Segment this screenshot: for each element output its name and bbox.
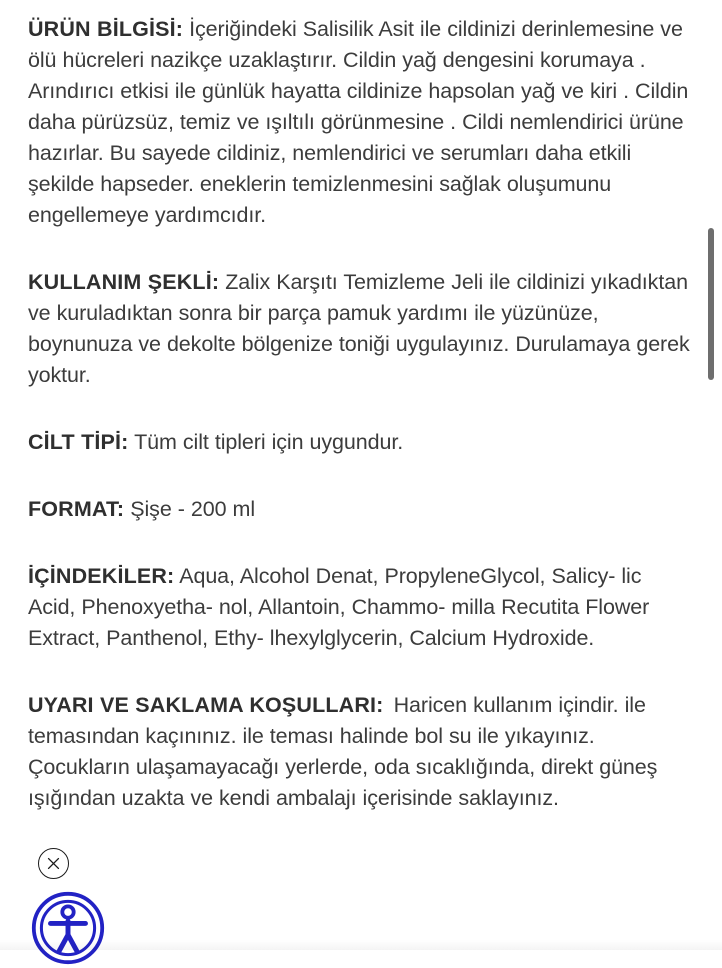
section-label-format: FORMAT: bbox=[28, 497, 125, 521]
section-cilt-tipi bbox=[28, 427, 690, 458]
section-urun-bilgisi bbox=[28, 14, 690, 231]
section-label-urun-bilgisi: ÜRÜN BİLGİSİ: bbox=[28, 17, 184, 41]
section-icindekiler bbox=[28, 561, 690, 654]
section-body-icindekiler: Aqua, Alcohol Denat, PropyleneGlycol, Salicy- lic Acid, Phenoxyetha- nol, Allantoin, Chammo- milla Recutita Flower Extract, Panthenol, Ethy- lhexylglycerin, Calcium Hydroxide. bbox=[28, 564, 650, 650]
close-icon[interactable] bbox=[38, 848, 69, 879]
section-label-icindekiler: İÇİNDEKİLER: bbox=[28, 564, 175, 588]
section-label-cilt-tipi: CİLT TİPİ: bbox=[28, 430, 129, 454]
section-body-urun-bilgisi: İçeriğindeki Salisilik Asit ile cildinizi derinlemesine ve ölü hücreleri nazikçe uzaklaştırır. Cildin yağ dengesini korumaya . Arındırıcı etkisi ile günlük hayatta cildinize hapsolan yağ ve kiri . Cildin daha pürüzsüz, temiz ve ışıltılı görünmesine . Cildi nemlendirici ürüne hazırlar. Bu sayede cildiniz, nemlendirici ve serumları daha etkili şekilde hapseder. eneklerin temizlenmesini sağlak oluşumunu engellemeye yardımcıdır. bbox=[28, 17, 689, 227]
scrollbar-thumb[interactable] bbox=[708, 228, 714, 380]
accessibility-person-icon[interactable] bbox=[30, 890, 106, 966]
section-body-format: Şişe - 200 ml bbox=[130, 497, 256, 521]
section-kullanim-sekli bbox=[28, 267, 690, 391]
section-body-kullanim-sekli: Zalix Karşıtı Temizleme Jeli ile cildinizi yıkadıktan ve kuruladıktan sonra bir parça pamuk yardımı ile yüzünüze, boynunuza ve dekolte bölgenize toniği uygulayınız. Durulamaya gerek yoktur. bbox=[28, 270, 690, 387]
section-body-cilt-tipi: Tüm cilt tipleri için uygundur. bbox=[134, 430, 404, 454]
vertical-scrollbar[interactable] bbox=[706, 0, 716, 950]
accessibility-widget[interactable] bbox=[30, 848, 110, 968]
section-format bbox=[28, 494, 690, 525]
section-label-uyari-ve-saklama: UYARI VE SAKLAMA KOŞULLARI: bbox=[28, 693, 384, 717]
section-body-uyari-ve-saklama: Haricen kullanım içindir. ile temasından kaçınınız. ile teması halinde bol su ile yıkayınız. Çocukların ulaşamayacağı yerlerde, oda sıcaklığında, direkt güneş ışığından uzakta ve kendi ambalajı içerisinde saklayınız. bbox=[28, 693, 658, 810]
section-uyari-ve-saklama bbox=[28, 690, 690, 814]
section-label-kullanim-sekli: KULLANIM ŞEKLİ: bbox=[28, 270, 220, 294]
